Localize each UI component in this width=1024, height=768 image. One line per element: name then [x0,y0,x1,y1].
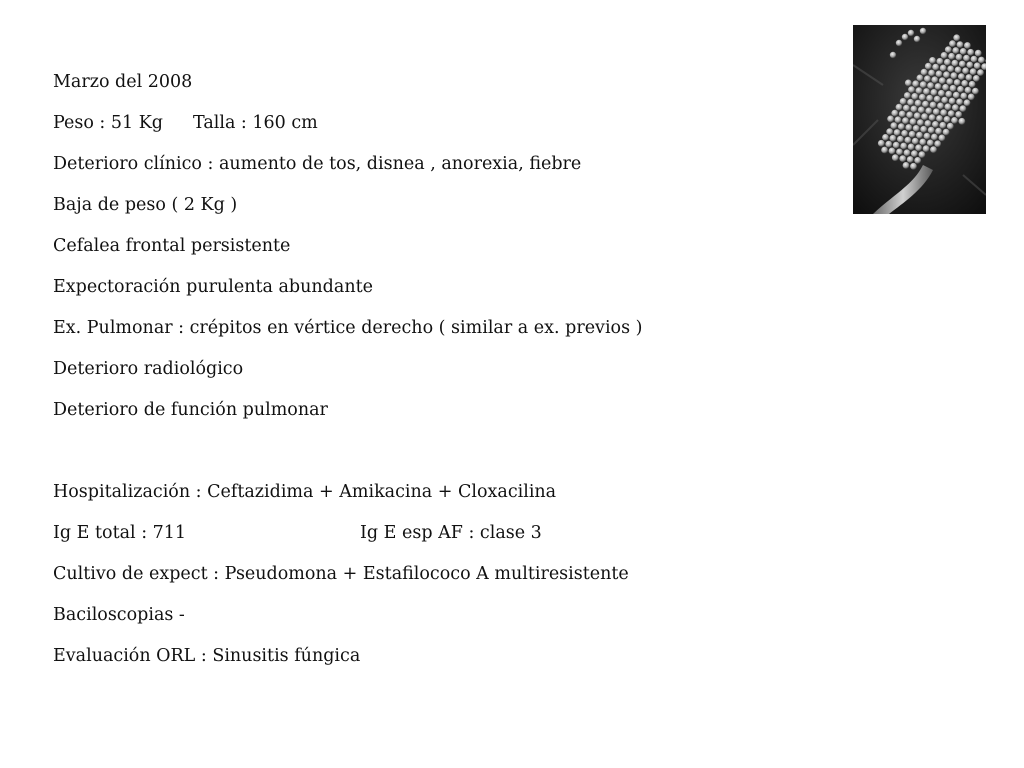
spore [890,52,896,58]
spore [911,150,918,157]
spore [910,118,917,125]
spore [961,80,968,87]
spore [914,36,920,42]
spore [918,107,925,114]
spore [891,110,898,117]
spore [919,139,926,146]
spore [911,93,918,100]
weight-height-line [53,109,642,150]
spore [978,57,985,64]
spore [900,143,907,150]
spore [902,34,908,40]
spore [923,88,930,95]
spore [962,67,969,74]
spore [912,80,919,87]
spore [898,123,905,130]
aspergillus-micrograph-image [853,25,986,214]
spore [951,72,958,79]
spore [904,92,911,99]
spore [903,105,910,112]
spore [935,83,942,90]
spore [895,116,902,123]
spore [896,104,903,111]
spore [928,70,935,77]
spacer [53,437,642,478]
weight-loss-line: Baja de peso ( 2 Kg ) [53,195,238,215]
spore [933,108,940,115]
spore [930,102,937,109]
spore [919,151,926,158]
spore [945,91,952,98]
spore [947,123,954,130]
spore [920,126,927,133]
headache-line: Cefalea frontal persistente [53,236,291,256]
spore [969,81,976,88]
spore [936,71,943,78]
spore [949,98,956,105]
spore [955,111,962,118]
spore [931,134,938,141]
pulmonary-exam-line: Ex. Pulmonar : crépitos en vértice derecho ( similar a ex. previos ) [53,318,643,338]
spore [922,101,929,108]
spore [889,148,896,155]
spore [963,55,970,62]
spore [899,155,906,162]
spore [937,103,944,110]
spore [957,41,964,48]
spore [916,87,923,94]
spore [915,144,922,151]
height-text: Talla : 160 cm [193,113,318,133]
spore [921,69,928,76]
spore [939,135,946,142]
spore [953,34,960,41]
spore [897,136,904,143]
spore [973,75,980,82]
spore [929,114,936,121]
spore [917,75,924,82]
clinical-notes [53,68,642,683]
spore [954,79,961,86]
spore [944,116,951,123]
spore [952,104,959,111]
spore [931,89,938,96]
spore [882,134,889,141]
spore [964,42,971,49]
spore [899,111,906,118]
spore [972,88,979,95]
hospitalization-line: Hospitalización : Ceftazidima + Amikacina + Cloxacilina [53,482,557,502]
spore [948,53,955,60]
spore [920,81,927,88]
spore [912,138,919,145]
spore [945,46,952,53]
spore [927,140,934,147]
spore [901,130,908,137]
lung-function-line: Deterioro de función pulmonar [53,400,328,420]
radiologic-line: Deterioro radiológico [53,359,244,379]
spore [916,132,923,139]
spore [947,66,954,73]
spore [977,69,984,76]
spore [919,94,926,101]
spore [939,77,946,84]
spore [955,67,962,74]
spore [927,82,934,89]
spore [908,30,914,36]
spore [966,62,973,69]
spore [885,141,892,148]
spore [950,85,957,92]
expectoration-line: Expectoración purulenta abundante [53,277,373,297]
spore [934,140,941,147]
spore [929,57,936,64]
spore [945,103,952,110]
spore [958,73,965,80]
spore [925,63,932,70]
spore [937,58,944,65]
spore [905,137,912,144]
spore [906,112,913,119]
spore [959,118,966,125]
spore [934,96,941,103]
spore [941,52,948,59]
spore [907,99,914,106]
spore [952,60,959,67]
spore [970,68,977,75]
spore [921,113,928,120]
spore [971,56,978,63]
spore [932,121,939,128]
spore [926,95,933,102]
spore [905,80,912,87]
date-line: Marzo del 2008 [53,72,193,92]
spore [932,64,939,71]
weight-text: Peso : 51 Kg [53,113,163,133]
spore [917,119,924,126]
spore [925,120,932,127]
spore [936,115,943,122]
spore [892,154,899,161]
spore [939,122,946,129]
spore [930,146,937,153]
spore [931,76,938,83]
spore [904,149,911,156]
spore [896,149,903,156]
spore [944,59,951,66]
spore [891,122,898,129]
spore [948,110,955,117]
clinical-deterioration-line: Deterioro clínico : aumento de tos, disnea , anorexia, fiebre [53,154,582,174]
spore [893,142,900,149]
spore [956,54,963,61]
spore [975,50,982,57]
spore [941,97,948,104]
spore [949,40,956,47]
spore [905,124,912,131]
spore [940,65,947,72]
spore [925,108,932,115]
spore [890,135,897,142]
spore [968,94,975,101]
spore [943,71,950,78]
spore [928,127,935,134]
spore [935,128,942,135]
spore [878,140,885,147]
spore [910,163,917,170]
ige-line [53,519,642,560]
spore [886,128,893,135]
spore [964,99,971,106]
spore [908,86,915,93]
spore [960,105,967,112]
spore [902,117,909,124]
spore [965,87,972,94]
spore [938,90,945,97]
spore [940,109,947,116]
culture-line: Cultivo de expect : Pseudomona + Estafilococo A multiresistente [53,564,629,584]
spore [911,106,918,113]
spore [914,112,921,119]
spore [913,125,920,132]
spore [956,99,963,106]
spore [923,145,930,152]
spore [909,131,916,138]
spore [974,62,981,69]
spore [960,93,967,100]
spore [967,49,974,56]
spore [951,117,958,124]
spore [900,98,907,105]
spore [942,84,949,91]
spore [881,147,888,154]
orl-evaluation-line: Evaluación ORL : Sinusitis fúngica [53,646,361,666]
spore [943,129,950,136]
spore [914,157,921,164]
spore [915,100,922,107]
spore [966,74,973,81]
spore [896,40,902,46]
spore [959,61,966,68]
spore [903,162,910,169]
ige-total-text: Ig E total : 711 [53,523,187,543]
ige-specific-text: Ig E esp AF : clase 3 [360,523,542,543]
spore [946,78,953,85]
spore [894,129,901,136]
spore [907,156,914,163]
spore [887,116,894,123]
bacilloscopy-line: Baciloscopias - [53,605,185,625]
spore [920,28,926,34]
spore [957,86,964,93]
spore [908,144,915,151]
spore [952,47,959,54]
spore [924,75,931,82]
spore [960,48,967,55]
spore [953,92,960,99]
spore [924,133,931,140]
